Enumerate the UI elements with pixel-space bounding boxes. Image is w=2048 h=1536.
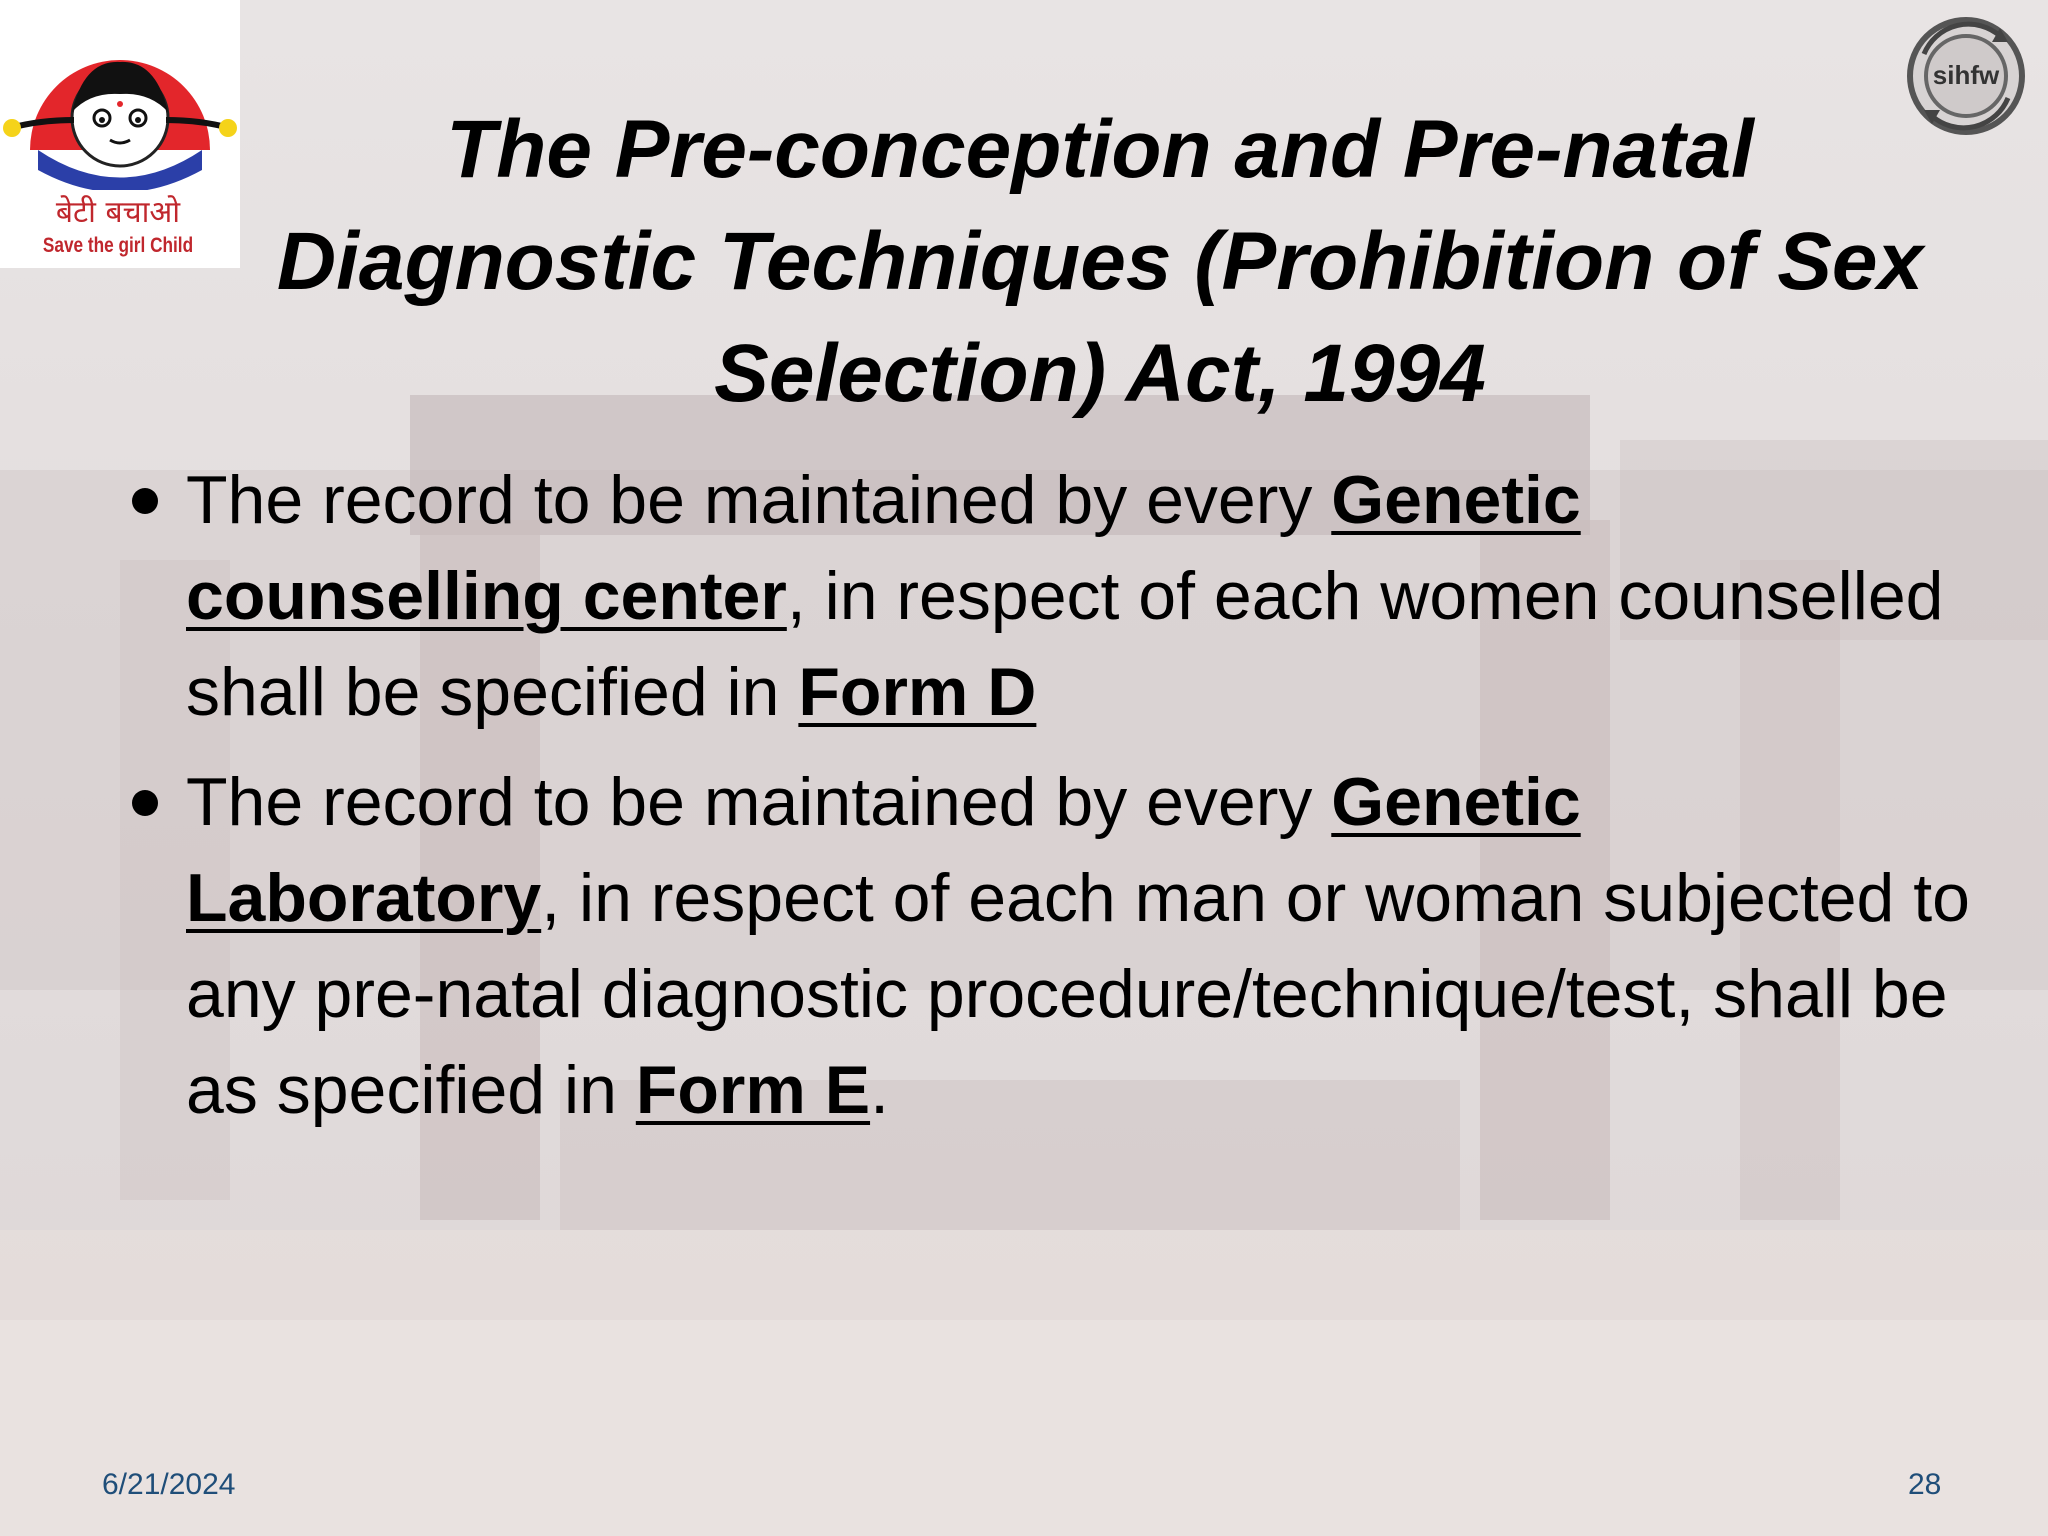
logo-hindi-text: बेटी बचाओ bbox=[55, 195, 181, 230]
bullet-emphasis: Genetic counselling center bbox=[186, 462, 1581, 634]
bullet-text: , in respect of each man or woman subjected to any pre-natal diagnostic procedure/technique/test, shall be as specified in bbox=[186, 860, 1970, 1128]
bullet-text: The record to be maintained by every bbox=[186, 764, 1332, 840]
page-number: 28 bbox=[1908, 1468, 1942, 1501]
logo-english-text: Save the girl Child bbox=[42, 234, 194, 257]
bullet-text: The record to be maintained by every bbox=[186, 462, 1332, 538]
girl-child-emblem-icon bbox=[0, 0, 240, 190]
bullet-item bbox=[130, 754, 1970, 1138]
sihfw-logo-text: sihfw bbox=[1932, 60, 2000, 90]
slide-title: The Pre-conception and Pre-natal Diagnostic Techniques (Prohibition of Sex Selection) Act, 1994 bbox=[276, 104, 1924, 419]
save-girl-child-logo bbox=[0, 0, 240, 268]
bullet-text: . bbox=[870, 1052, 889, 1128]
bullet-text: , in respect of each women counselled shall be specified in bbox=[186, 558, 1944, 730]
bullet-dot-icon bbox=[132, 790, 158, 816]
bullet-list bbox=[130, 452, 1970, 1152]
footer-date: 6/21/2024 bbox=[102, 1468, 236, 1501]
form-reference: Form E bbox=[635, 1052, 871, 1128]
bullet-item bbox=[130, 452, 1970, 740]
bullet-emphasis: Genetic Laboratory bbox=[186, 764, 1581, 936]
form-reference: Form D bbox=[798, 654, 1037, 730]
bullet-dot-icon bbox=[132, 488, 158, 514]
